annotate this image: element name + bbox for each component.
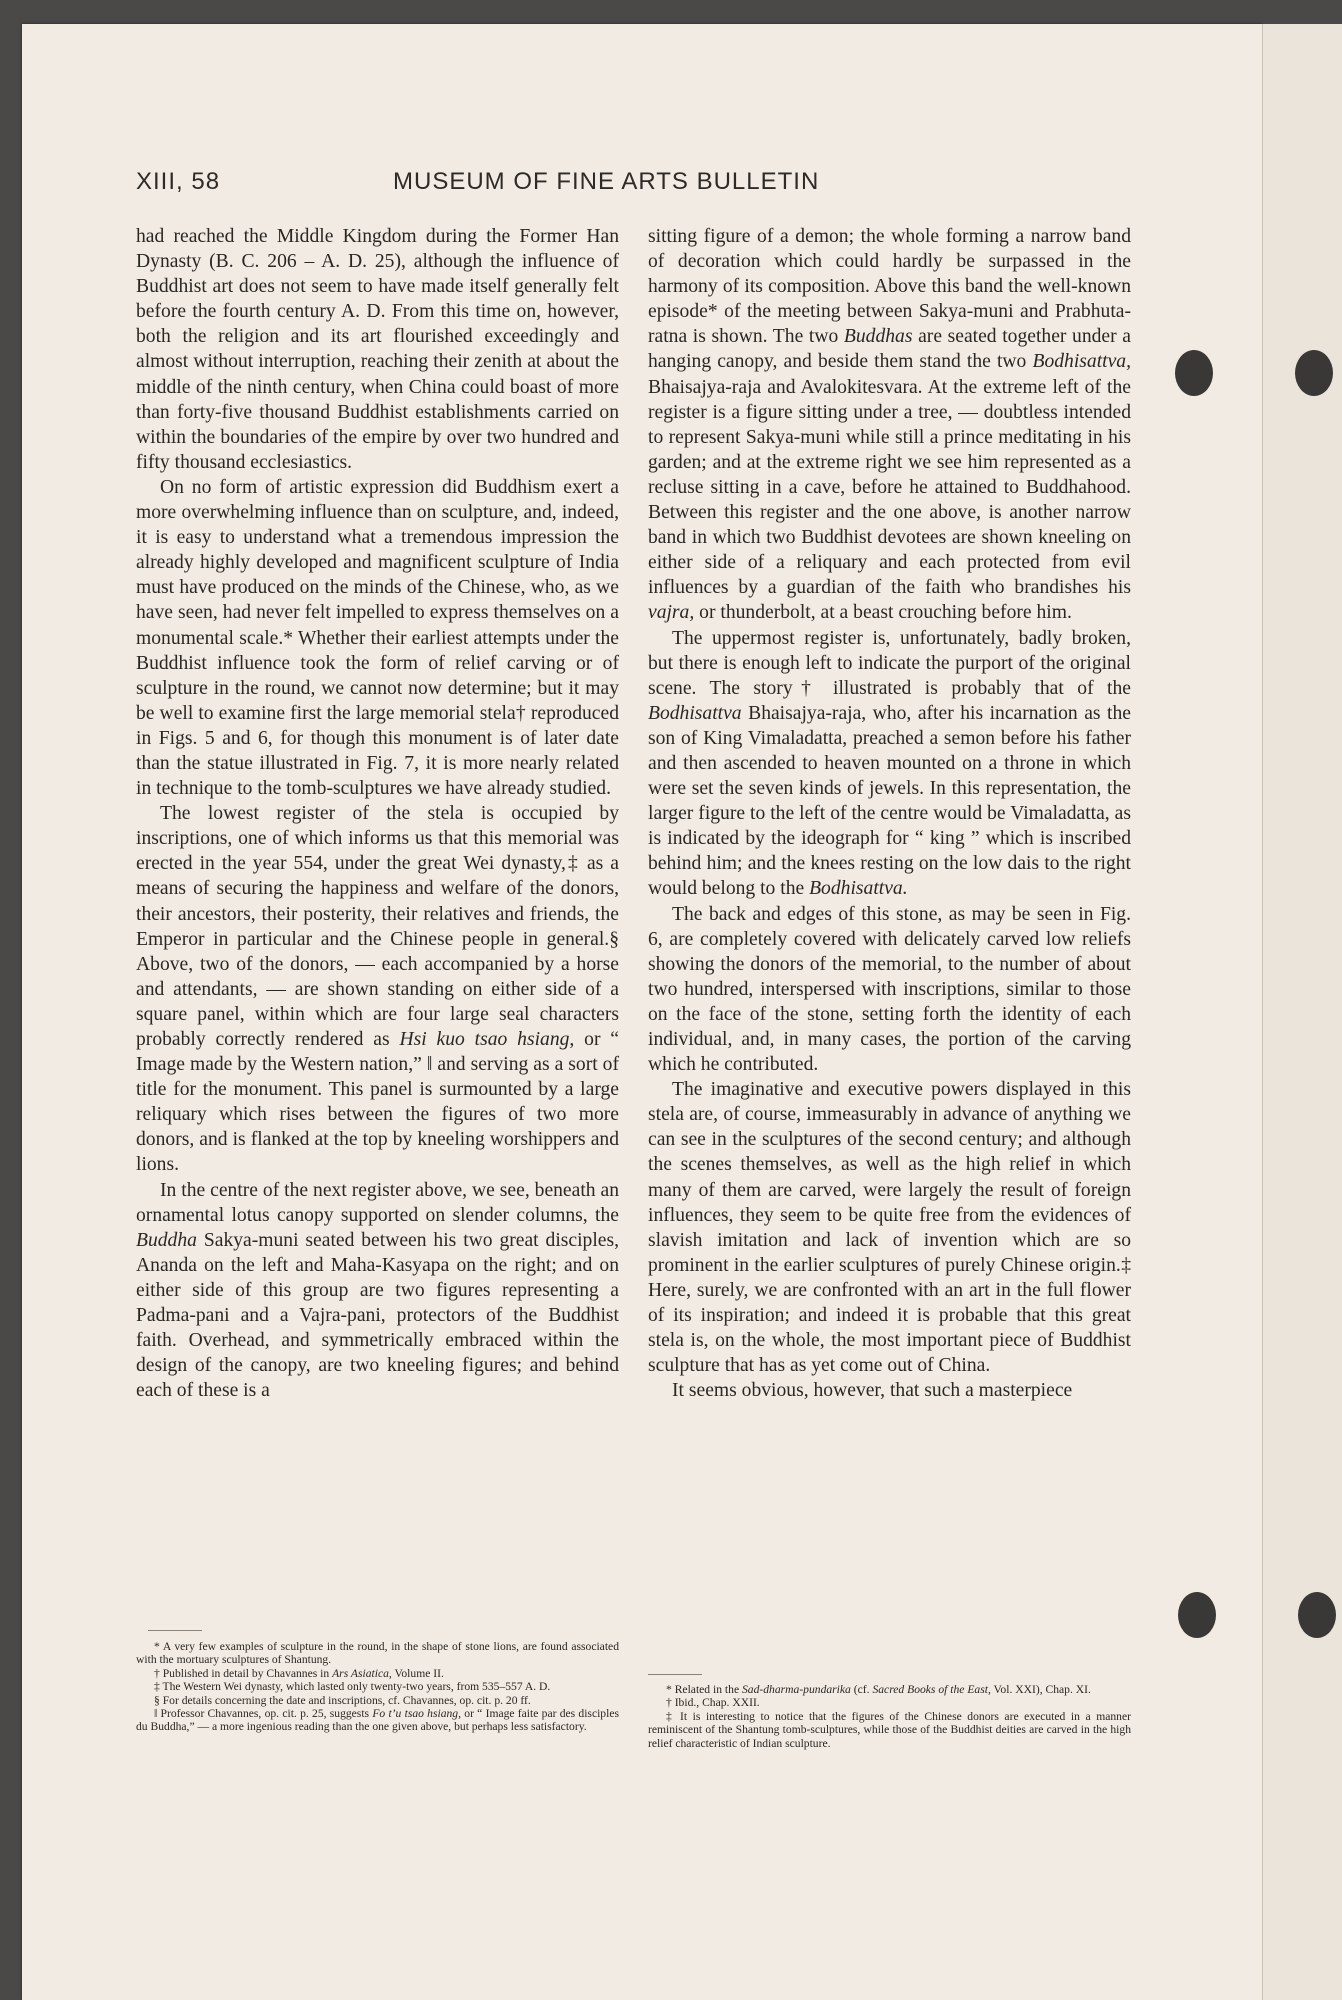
binding-hole-top-right xyxy=(1295,350,1333,396)
paragraph: had reached the Middle Kingdom during the Former Han Dynasty (B. C. 206 – A. D. 25), although the influence of Buddhist art does not seem to have made itself generally felt before the fourth century A. D. From this time on, however, both the religion and its art flourished exceedingly and almost without interruption, reaching their zenith at about the middle of the ninth century, when China could boast of more than forty-five thousand Buddhist establishments carried on within the boundaries of the empire by over two hundred and fifty thousand ecclesiastics. xyxy=(136,226,619,473)
footnotes-right xyxy=(648,1683,1131,1750)
binding-hole-bottom-right xyxy=(1298,1592,1336,1638)
right-column xyxy=(648,224,1131,1403)
bulletin-title: MUSEUM OF FINE ARTS BULLETIN xyxy=(393,168,820,195)
footnote: ‡ It is interesting to notice that the figures of the Chinese donors are executed in a manner reminiscent of the Shantung tomb-sculptures, while those of the Buddhist deities are carved in the high relief characteristic of Indian sculpture. xyxy=(648,1709,1131,1750)
footnote: § For details concerning the date and inscriptions, cf. Chavannes, op. cit. p. 20 ff. xyxy=(154,1693,531,1707)
footnote: ‡ The Western Wei dynasty, which lasted only twenty-two years, from 535–557 A. D. xyxy=(154,1680,551,1694)
paragraph: The back and edges of this stone, as may be seen in Fig. 6, are completely covered with delicately carved low reliefs showing the donors of the memorial, to the number of about two hundred, interspersed with inscriptions, similar to those on the face of the stone, setting forth the identity of each individual, and, in many cases, the portion of the carving which he contributed. xyxy=(648,903,1131,1076)
paragraph: The imaginative and executive powers displayed in this stela are, of course, immeasurably in advance of anything we can see in the sculptures of the second century; and although the scenes themselves, as well as the high relief in which many of them are carved, were largely the result of foreign influences, they seem to be quite free from the evidences of slavish imitation and lack of invention which are so prominent in the earlier sculptures of purely Chinese origin.‡ Here, surely, we are confronted with an art in the full flower of its inspiration; and indeed it is probable that this great stela is, on the whole, the most important piece of Buddhist sculpture that has as yet come out of China. xyxy=(648,1079,1131,1377)
binding-hole-top-left xyxy=(1175,350,1213,396)
binding-hole-bottom-left xyxy=(1178,1592,1216,1638)
footnote: * A very few examples of sculpture in the round, in the shape of stone lions, are found associated with the mortuary sculptures of Shantung. xyxy=(136,1640,619,1667)
next-page-edge xyxy=(1262,24,1342,2000)
page-header xyxy=(136,168,1136,202)
paragraph: It seems obvious, however, that such a masterpiece xyxy=(672,1380,1073,1402)
footnote-rule-left xyxy=(148,1630,202,1631)
paragraph: The uppermost register is, unfortunately, badly broken, but there is enough left to indicate the purport of the original scene. The story† illustrated is probably that of the Bodhisattva Bhaisajya-raja, who, after his incarnation as the son of King Vimaladatta, preached a semon before his father and then ascended to heaven mounted on a throne in which were set the seven kinds of jewels. In this representation, the larger figure to the left of the centre would be Vimaladatta, as is indicated by the ideograph for “ king ” which is inscribed behind him; and the knees resting on the low dais to the right would belong to the Bodhisattva. xyxy=(648,627,1131,900)
italic-term: Buddha xyxy=(136,1229,197,1251)
paragraph: On no form of artistic expression did Buddhism exert a more overwhelming influence than on sculpture, and, indeed, it is easy to understand what a tremendous impression the already highly developed and magnificent sculpture of India must have produced on the minds of the Chinese, who, as we have seen, had never felt impelled to express themselves on a monumental scale.* Whether their earliest attempts under the Buddhist influence took the form of relief carving or of sculpture in the round, we cannot now determine; but it may be well to examine first the large memorial stela† reproduced in Figs. 5 and 6, for though this monument is of later date than the statue illustrated in Fig. 7, it is more nearly related in technique to the tomb-sculptures we have already studied. xyxy=(136,476,619,800)
italic-term: vajra, xyxy=(648,602,695,624)
italic-term: Bodhisattva. xyxy=(809,878,908,900)
italic-term: Bodhisattva, xyxy=(1032,351,1131,373)
footnotes-left xyxy=(136,1640,619,1734)
italic-term: Bodhisattva xyxy=(648,702,742,724)
footnote: † Ibid., Chap. XXII. xyxy=(666,1696,760,1710)
paragraph: sitting figure of a demon; the whole forming a narrow band of decoration which could hardly be surpassed in the harmony of its composition. Above this band the well-known episode* of the meeting between Sakya-muni and Prabhuta-ratna is shown. The two Buddhas are seated together under a hanging canopy, and beside them stand the two Bodhisattva, Bhaisajya-raja and Avalokitesvara. At the extreme left of the register is a figure sitting under a tree, — doubtless intended to represent Sakya-muni while still a prince meditating in his garden; and at the extreme right we see him represented as a recluse sitting in a cave, before he attained to Buddhahood. Between this register and the one above, is another narrow band in which two Buddhist devotees are shown kneeling on either side of a reliquary and each protected from evil influences by a guardian of the faith who brandishes his vajra, or thunderbolt, at a beast crouching before him. xyxy=(648,226,1131,624)
left-column xyxy=(136,224,619,1403)
footnote: * Related in the Sad-dharma-pundarika (cf. Sacred Books of the East, Vol. XXI), Chap. XI. xyxy=(666,1683,1091,1696)
footnote: ‖ Professor Chavannes, op. cit. p. 25, suggests Fo t’u tsao hsiang, or “ Image faite par des disciples du Buddha,” — a more ingenious reading than the one given above, but perhaps less satisfactory. xyxy=(136,1707,619,1734)
page-number: XIII, 58 xyxy=(136,168,221,195)
italic-term: Buddhas xyxy=(843,326,913,348)
paragraph: The lowest register of the stela is occupied by inscriptions, one of which informs us that this memorial was erected in the year 554, under the great Wei dynasty,‡ as a means of securing the happiness and welfare of the donors, their ancestors, their posterity, their relatives and friends, the Emperor in particular and the Chinese people in general.§ Above, two of the donors, — each accompanied by a horse and attendants, — are shown standing on either side of a square panel, within which are four large seal characters probably correctly rendered as Hsi kuo tsao hsiang, or “ Image made by the Western nation,” ‖ and serving as a sort of title for the monument. This panel is surmounted by a large reliquary which rises between the figures of two more donors, and is flanked at the top by kneeling worshippers and lions. xyxy=(136,803,620,1176)
italic-term: Hsi kuo tsao hsiang xyxy=(399,1029,570,1050)
footnote-rule-right xyxy=(648,1674,702,1675)
footnote: † Published in detail by Chavannes in Ars Asiatica, Volume II. xyxy=(154,1666,444,1680)
paragraph: In the centre of the next register above, we see, beneath an ornamental lotus canopy supported on slender columns, the Buddha Sakya-muni seated between his two great disciples, Ananda on the left and Maha-Kasyapa on the right; and on either side of this group are two figures representing a Padma-pani and a Vajra-pani, protectors of the Buddhist faith. Overhead, and symmetrically embraced within the design of the canopy, are two kneeling figures; and behind each of these is a xyxy=(136,1179,619,1402)
